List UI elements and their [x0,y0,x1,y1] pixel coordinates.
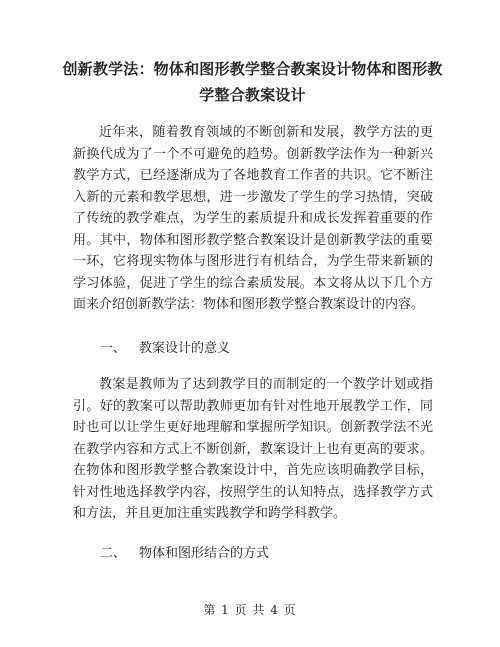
section-heading-1 [100,339,230,359]
paragraph-intro: 近年来，随着教育领域的不断创新和发展，教学方法的更新换代成为了一个不可避免的趋势。创新教学法作为一种新兴教学方式，已经逐渐成为了各地教育工作者的共识。它不断注入新的元素和教学思想，进一步激发了学生的学习热情，突破了传统的教学难点，为学生的素质提升和成长发挥着重要的作用。其中，物体和图形教学整合教案设计是创新教学法的重要一环，它将现实物体与图形进行有机结合，为学生带来新颖的学习体验，促进了学生的综合素质发展。本文将从以下几个方面来介绍创新教学法：物体和图形教学整合教案设计的内容。 [73,125,433,312]
page-footer: 第 1 页 共 4 页 [203,603,297,617]
paragraph-lesson-plan: 教案是教师为了达到教学目的而制定的一个教学计划或指引。好的教案可以帮助教师更加有针对性地开展教学工作，同时也可以让学生更好地理解和掌握所学知识。创新教学法不光在教学内容和方式上不断创新，教案设计上也有更高的要求。在物体和图形教学整合教案设计中，首先应该明确教学目标，针对性地选择教学内容，按照学生的认知特点，选择教学方式和方法，并且更加注重实践教学和跨学科教学。 [73,377,433,521]
section-title: 物体和图形结合的方式 [139,546,270,561]
section-title: 教案设计的意义 [139,341,231,356]
section-number: 一、 [100,341,127,356]
document-title: 创新教学法：物体和图形教学整合教案设计物体和图形教学整合教案设计 [62,60,443,104]
section-number: 二、 [100,546,127,561]
section-heading-2 [100,544,269,564]
